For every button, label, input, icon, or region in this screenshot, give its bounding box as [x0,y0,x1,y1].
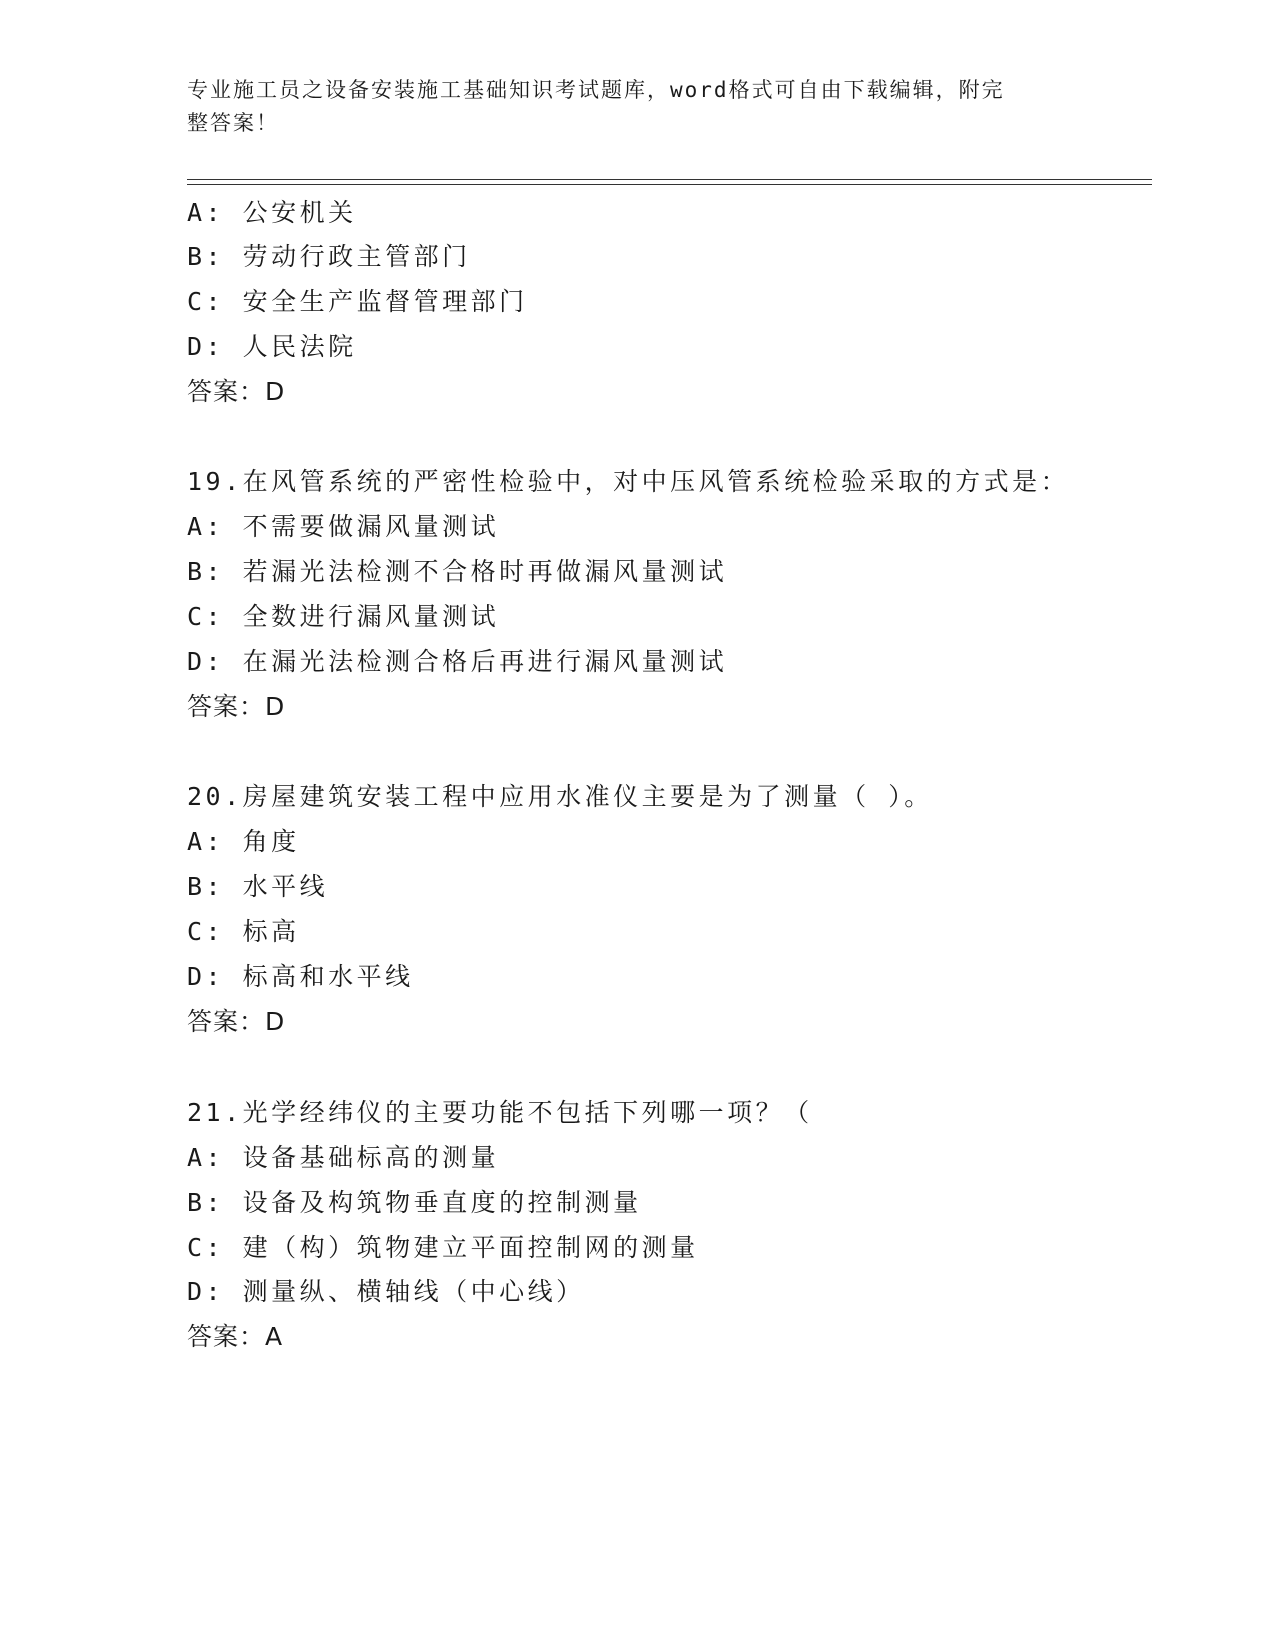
q20-option-c: C: 标高 [187,917,300,946]
q19-option-d: D: 在漏光法检测合格后再进行漏风量测试 [187,647,728,676]
q18-option-d: D: 人民法院 [187,332,357,361]
q20-option-b: B: 水平线 [187,872,329,901]
header-line-1: 专业施工员之设备安装施工基础知识考试题库，word格式可自由下载编辑，附完 [187,78,1005,102]
q18-option-a: A: 公安机关 [187,198,357,227]
q21-answer: 答案：A [187,1322,284,1351]
q20-answer: 答案：D [187,1007,286,1036]
q21-option-d: D: 测量纵、横轴线（中心线） [187,1277,585,1306]
header-line-2: 整答案！ [187,111,279,135]
q20-question: 20.房屋建筑安装工程中应用水准仪主要是为了测量（ ）。 [187,782,933,811]
q20-option-d: D: 标高和水平线 [187,962,414,991]
q18-option-b: B: 劳动行政主管部门 [187,242,471,271]
q19-option-b: B: 若漏光法检测不合格时再做漏风量测试 [187,557,728,586]
q21-question: 21.光学经纬仪的主要功能不包括下列哪一项？（ [187,1098,813,1127]
q21-option-c: C: 建（构）筑物建立平面控制网的测量 [187,1233,699,1262]
q19-question: 19.在风管系统的严密性检验中，对中压风管系统检验采取的方式是： [187,467,1070,496]
q19-answer: 答案：D [187,692,286,721]
q19-option-c: C: 全数进行漏风量测试 [187,602,500,631]
q18-option-c: C: 安全生产监督管理部门 [187,287,528,316]
q21-option-b: B: 设备及构筑物垂直度的控制测量 [187,1188,642,1217]
q18-answer: 答案：D [187,377,286,406]
header-divider-bottom [187,184,1152,185]
document-header [187,74,1067,140]
q20-option-a: A: 角度 [187,827,300,856]
q21-option-a: A: 设备基础标高的测量 [187,1143,500,1172]
header-divider-top [187,179,1152,180]
q19-option-a: A: 不需要做漏风量测试 [187,512,500,541]
